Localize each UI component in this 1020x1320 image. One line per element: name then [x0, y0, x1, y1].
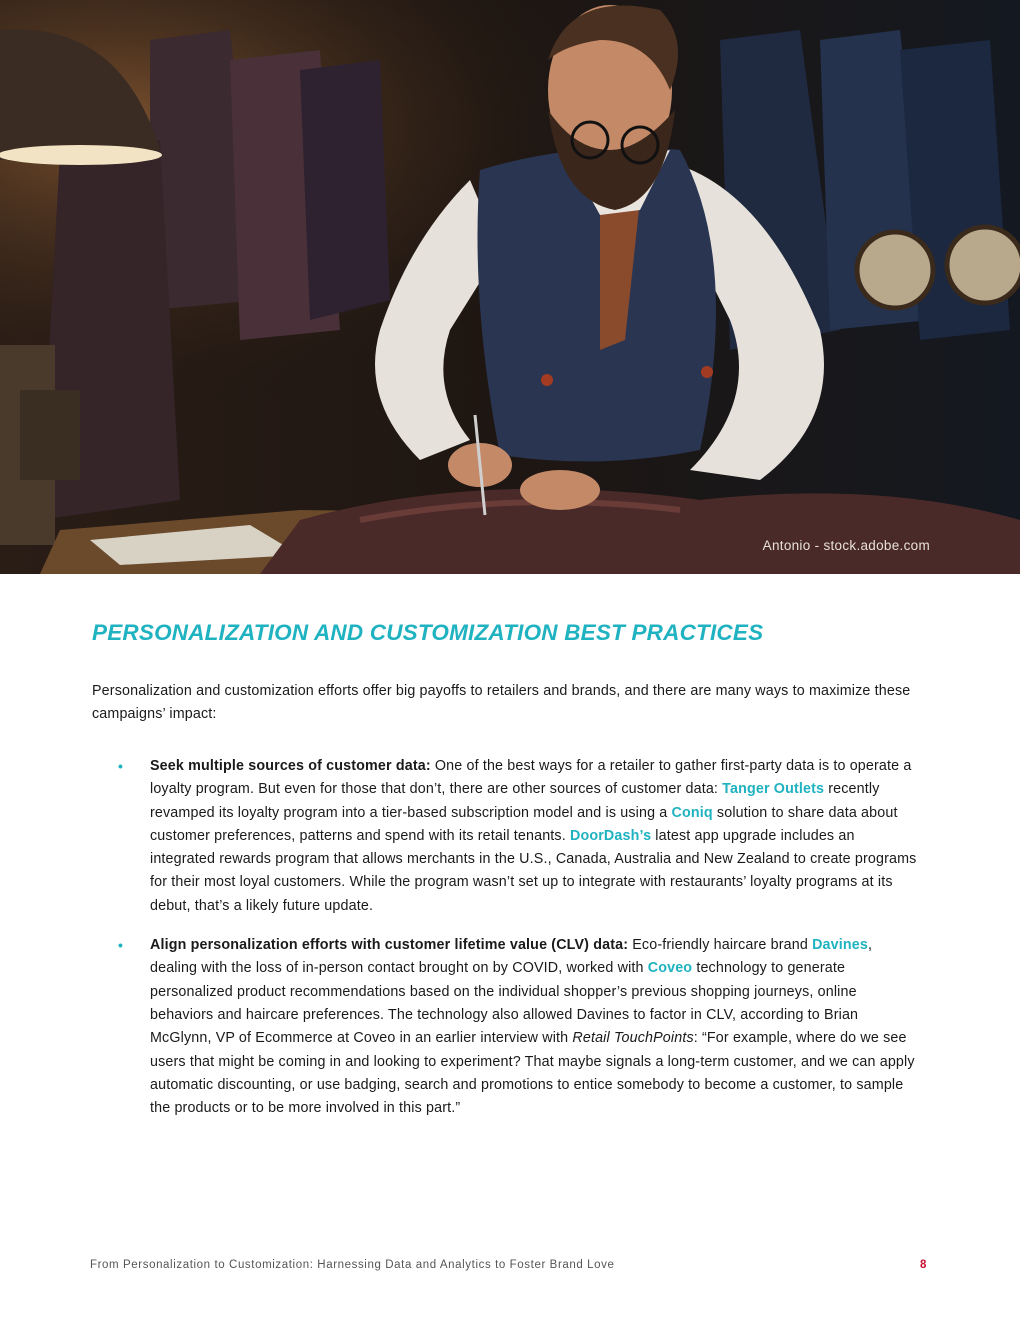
publication-name: Retail TouchPoints — [572, 1030, 694, 1047]
bullet-text: latest app upgrade includes an integrated rewards program that allows merchants in the U.S., Canada, Australia and New Zealand to create programs for their most loyal customers. While the program wasn’t set up to integrate with restaurants’ loyalty programs at its debut, that’s a likely future update. — [150, 827, 917, 914]
bullet-text: Eco-friendly haircare brand — [628, 937, 813, 954]
photo-credit: Antonio - stock.adobe.com — [762, 538, 930, 553]
bullet-text: , dealing with the loss of in-person contact brought on by COVID, worked with — [150, 937, 873, 977]
bullet-lead: Align personalization efforts with customer lifetime value (CLV) data: — [150, 937, 629, 954]
bullet-text: solution to share data about customer preferences, patterns and spend with its retail tenants. — [150, 804, 898, 844]
page-number: 8 — [920, 1259, 927, 1271]
bullet-text: : “For example, where do we see users that might be coming in and looking to experiment? That maybe signals a long-term customer, and we can apply automatic discounting, or use badging, search and promotions to entice somebody to become a customer, to sample the products or to be more involved in this part.” — [150, 1030, 915, 1117]
list-item — [92, 755, 922, 918]
bullet-text: One of the best ways for a retailer to gather first-party data is to operate a loyalty program. But even for those that don’t, there are other sources of customer data: — [150, 758, 912, 798]
link-davines[interactable]: Davines — [812, 937, 868, 954]
bullet-icon: • — [118, 758, 124, 774]
bullet-text: recently revamped its loyalty program into a tier-based subscription model and is using a — [150, 781, 880, 821]
link-coveo[interactable]: Coveo — [647, 960, 693, 977]
link-doordash[interactable]: DoorDash’s — [569, 827, 652, 844]
link-tanger-outlets[interactable]: Tanger Outlets — [722, 781, 825, 798]
section-title: PERSONALIZATION AND CUSTOMIZATION BEST PRACTICES — [92, 620, 764, 645]
list-item — [92, 934, 922, 1120]
bullet-lead: Seek multiple sources of customer data: — [150, 758, 431, 774]
tailor-illustration — [0, 0, 1020, 574]
footer-document-title: From Personalization to Customization: Harnessing Data and Analytics to Foster Brand Love — [90, 1259, 615, 1271]
best-practices-list — [92, 755, 922, 1136]
intro-paragraph: Personalization and customization efforts offer big payoffs to retailers and brands, and there are many ways to maximize these campaigns’ impact: — [92, 683, 911, 723]
bullet-text: technology to generate personalized product recommendations based on the individual shopper’s previous shopping journeys, online behaviors and haircare preferences. The technology also allowed Davines to factor in CLV, according to Brian McGlynn, VP of Ecommerce at Coveo in an earlier interview with — [150, 960, 859, 1047]
bullet-icon: • — [118, 937, 124, 954]
hero-photo — [0, 0, 1020, 574]
link-coniq[interactable]: Coniq — [671, 804, 713, 821]
